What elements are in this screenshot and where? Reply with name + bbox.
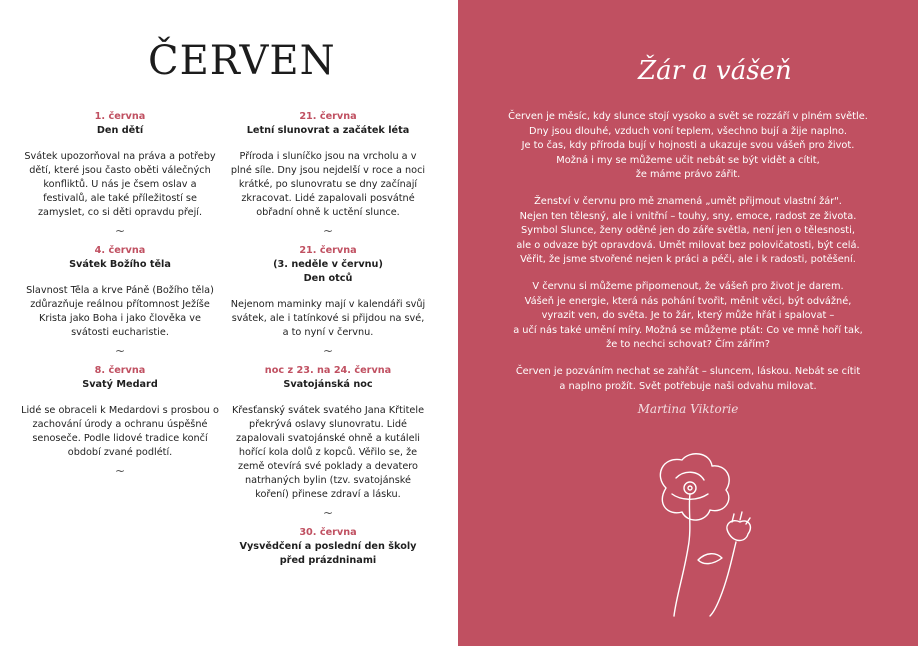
essay-body [488, 110, 888, 406]
event-date: 1. června [94, 111, 146, 122]
separator-tilde: ~ [114, 464, 126, 478]
event-entry [228, 526, 428, 568]
essay-paragraph: Červen je pozváním nechat se zahřát – sluncem, láskou. Nebát se cítit a naplno prožít. Svět potřebuje naši odvahu milovat. [515, 365, 861, 392]
event-title: Letní slunovrat a začátek léta [246, 125, 410, 136]
event-date: 21. června [299, 245, 357, 256]
essay-paragraph: Červen je měsíc, kdy slunce stojí vysoko a svět se rozzáří v plném světle. Dny jsou dlouhé, vzduch voní teplem, všechno bují a žije naplno. Je to čas, kdy příroda bují v hojnosti a ukazuje svou vášeň pro život. Možná i my se můžeme učit nebát se být vidět a cítit, že máme právo zářit. [508, 111, 868, 181]
event-date: noc z 23. na 24. června [264, 365, 392, 376]
event-text: Nejenom maminky mají v kalendáři svůj svátek, ale i tatínkové si přijdou na své, a to nyní v červnu. [230, 299, 426, 338]
event-title: Svatojánská noc [283, 379, 373, 390]
event-title: Vysvědčení a poslední den školy před prázdninami [239, 541, 417, 566]
essay-title: Žár a vášeň [638, 56, 792, 86]
event-entry [228, 244, 428, 358]
separator-tilde: ~ [322, 344, 334, 358]
separator-tilde: ~ [322, 224, 334, 238]
event-title: Svatý Medard [82, 379, 158, 390]
event-text: Příroda i sluníčko jsou na vrcholu a v plné síle. Dny jsou nejdelší v roce a noci krátké, po slunovratu se dny začínají zkracovat. Lidé zapalovali posvátné obřadní ohně k uctění slunce. [230, 151, 426, 218]
separator-tilde: ~ [114, 224, 126, 238]
separator-tilde: ~ [322, 506, 334, 520]
poppy-flower-icon [636, 448, 776, 618]
event-text: Slavnost Těla a krve Páně (Božího těla) zdůrazňuje reálnou přítomnost Ježíše Krista jako Boha i jako člověka ve svátosti eucharistie. [26, 285, 214, 338]
essay-paragraph: V červnu si můžeme připomenout, že vášeň pro život je darem. Vášeň je energie, která nás pohání tvořit, měnit věci, být odvážné, vyrazit ven, do světa. Je to žár, který může hřát i spalovat – a učí nás také umění míry. Možná se můžeme ptát: Co ve mně hoří tak, že to nechci schovat? Čím zářím? [513, 280, 863, 351]
essay-paragraph: Ženství v červnu pro mě znamená „umět přijmout vlastní žár". Nejen ten tělesný, ale i vnitřní – touhy, sny, emoce, radost ze života. Symbol Slunce, ženy oděné jen do záře světla, není jen o tělesnosti, ale o odvaze být opravdová. Umět milovat bez polovičatosti, být celá. Věřit, že jsme stvořené nejen k práci a péči, ale i k radosti, potěšení. [516, 195, 860, 266]
separator-tilde: ~ [114, 344, 126, 358]
author-signature: Martina Viktorie [637, 402, 739, 416]
events-column-2 [228, 110, 428, 568]
event-title: Den dětí [96, 125, 144, 136]
event-date: 4. června [94, 245, 146, 256]
event-entry [20, 244, 220, 358]
event-entry [20, 110, 220, 238]
event-entry [20, 364, 220, 478]
event-title: Svátek Božího těla [69, 259, 171, 270]
event-title: (3. neděle v červnu) Den otců [273, 259, 383, 284]
page-heading: ČERVEN [148, 38, 336, 84]
event-entry [228, 110, 428, 238]
event-text: Lidé se obraceli k Medardovi s prosbou o zachování úrody a ochranu úspěšné senoseče. Podle lidové tradice končí období zvané podlétí. [21, 405, 219, 458]
event-text: Svátek upozorňoval na práva a potřeby dětí, které jsou často oběti válečných konfliktů. U nás je čsem oslav a festivalů, ale také příležitostí se zamyslet, co si děti opravdu přejí. [24, 151, 216, 218]
event-date: 30. června [299, 527, 357, 538]
event-text: Křesťanský svátek svatého Jana Křtitele překrývá oslavy slunovratu. Lidé zapalovali svatojánské ohně a kutáleli hořící kola dolů z kopců. Věřilo se, že země otevírá své poklady a devatero natrhaných bylin (tzv. svatojánské koření) přinese zdraví a lásku. [231, 405, 425, 500]
event-date: 8. června [94, 365, 146, 376]
event-entry [228, 364, 428, 520]
event-date: 21. června [299, 111, 357, 122]
events-column-1 [20, 110, 220, 484]
right-page [458, 0, 918, 646]
